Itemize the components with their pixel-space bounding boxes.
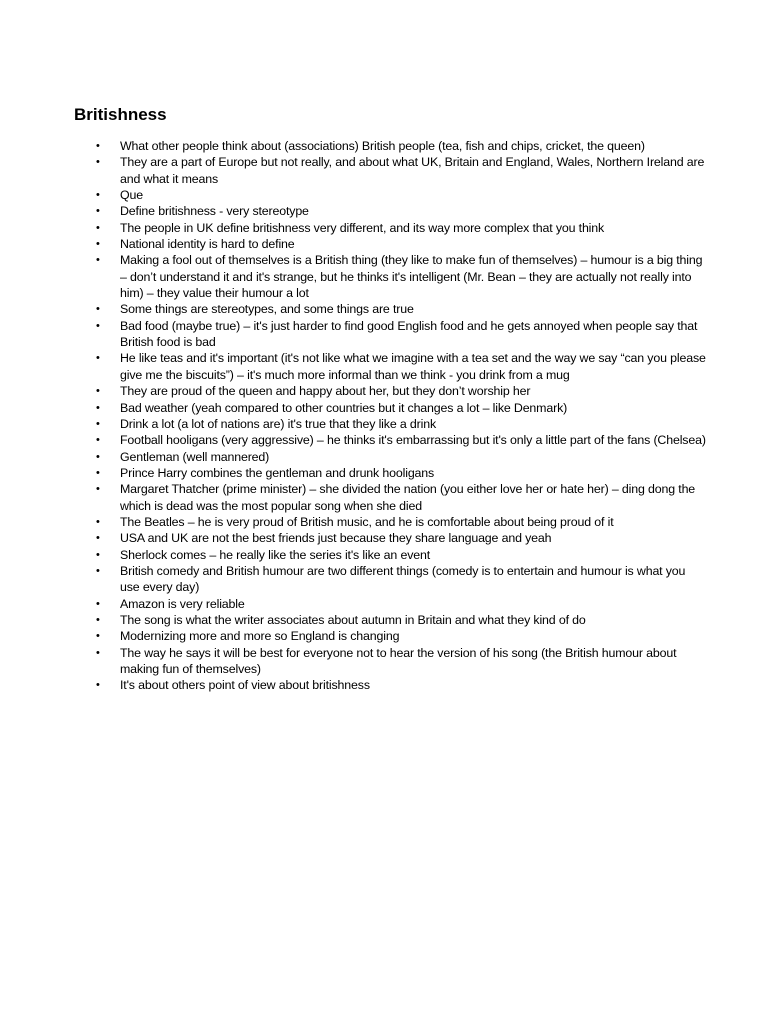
list-item-text: What other people think about (associations) British people (tea, fish and chips, cricket, the queen) [120, 139, 645, 153]
list-item [0, 481, 768, 514]
list-item-text: Prince Harry combines the gentleman and drunk hooligans [120, 465, 435, 480]
list-item [0, 301, 768, 317]
list-item [0, 318, 768, 351]
bullet-icon: • [96, 254, 100, 267]
bullet-icon: • [96, 205, 100, 218]
bullet-icon: • [96, 303, 100, 316]
list-item-text: Football hooligans (very aggressive) – he thinks it's embarrassing but it's only a little part of the fans (Chelsea) [120, 433, 706, 448]
bullet-icon: • [96, 385, 100, 398]
list-item [0, 465, 768, 481]
list-item [0, 612, 768, 628]
bullet-icon: • [96, 189, 100, 202]
list-item-text: They are a part of Europe but not really, and about what UK, Britain and England, Wales, Northern Ireland are and what it means [120, 155, 705, 186]
list-item [0, 220, 768, 236]
list-item-text: It's about others point of view about britishness [120, 678, 370, 693]
bullet-icon: • [96, 352, 100, 365]
bullet-icon: • [96, 319, 100, 332]
bullet-icon: • [96, 417, 100, 430]
list-item-text: They are proud of the queen and happy about her, but they don’t worship her [120, 384, 531, 399]
list-item-text: The song is what the writer associates about autumn in Britain and what they kind of do [120, 612, 586, 627]
list-item [0, 432, 768, 448]
list-item-text: National identity is hard to define [120, 237, 295, 252]
document-title: Britishness [74, 105, 167, 124]
bullet-icon: • [96, 679, 100, 692]
list-item [0, 677, 768, 693]
list-item [0, 383, 768, 399]
list-item-text: Define britishness - very stereotype [120, 204, 309, 219]
list-item-text: The Beatles – he is very proud of British music, and he is comfortable about being proud of it [120, 514, 614, 529]
list-item [0, 563, 768, 596]
list-item-text: Bad weather (yeah compared to other countries but it changes a lot – like Denmark) [120, 400, 568, 415]
list-item-text: Que [120, 188, 143, 203]
bullet-icon: • [96, 401, 100, 414]
list-item-text: Making a fool out of themselves is a British thing (they like to make fun of themselves) – humour is a big thing – don’t understand it and it's strange, but he thinks it's intelligent (Mr. Bean – they are actually not really into him) – they value their humour a lot [120, 253, 703, 301]
list-item-text: The way he says it will be best for everyone not to hear the version of his song (the British humour about making fun of themselves) [120, 645, 677, 676]
bullet-icon: • [96, 466, 100, 479]
bullet-icon: • [96, 450, 100, 463]
list-item-text: USA and UK are not the best friends just because they share language and yeah [120, 531, 552, 546]
list-item [0, 400, 768, 416]
bullet-icon: • [96, 434, 100, 447]
list-item-text: Gentleman (well mannered) [120, 449, 270, 464]
list-item-text: Modernizing more and more so England is changing [120, 629, 400, 644]
bullet-icon: • [96, 140, 100, 152]
list-item-text: Sherlock comes – he really like the series it's like an event [120, 547, 431, 562]
bullet-icon: • [96, 483, 100, 496]
bullet-icon: • [96, 597, 100, 610]
list-item [0, 138, 768, 154]
list-item [0, 547, 768, 563]
list-item [0, 514, 768, 530]
list-item-text: The people in UK define britishness very different, and its way more complex that you think [120, 220, 605, 235]
list-item-text: Drink a lot (a lot of nations are) it's true that they like a drink [120, 416, 436, 431]
list-item [0, 449, 768, 465]
list-item [0, 628, 768, 644]
bullet-icon: • [96, 564, 100, 577]
bullet-icon: • [96, 630, 100, 643]
list-item [0, 416, 768, 432]
list-item [0, 252, 768, 301]
bullet-icon: • [96, 646, 100, 659]
bullet-icon: • [96, 515, 100, 528]
bullet-icon: • [96, 548, 100, 561]
list-item [0, 530, 768, 546]
list-item-text: Some things are stereotypes, and some things are true [120, 302, 414, 317]
list-item-text: British comedy and British humour are two different things (comedy is to entertain and humour is what you use every day) [120, 563, 686, 595]
bullet-icon: • [96, 532, 100, 545]
bullet-icon: • [96, 238, 100, 251]
list-item [0, 203, 768, 219]
list-item-text: Margaret Thatcher (prime minister) – she divided the nation (you either love her or hate her) – ding dong the which is dead was the most popular song when she died [120, 482, 696, 513]
list-item [0, 596, 768, 612]
list-item [0, 187, 768, 203]
list-item-text: Amazon is very reliable [120, 596, 245, 611]
list-item [0, 236, 768, 252]
bullet-icon: • [96, 221, 100, 234]
notes-list [0, 138, 768, 694]
list-item-text: Bad food (maybe true) – it's just harder to find good English food and he gets annoyed when people say that British food is bad [120, 318, 698, 350]
bullet-icon: • [96, 613, 100, 626]
list-item [0, 350, 768, 383]
list-item [0, 645, 768, 678]
bullet-icon: • [96, 156, 100, 169]
list-item [0, 154, 768, 187]
list-item-text: He like teas and it's important (it's not like what we imagine with a tea set and the way we say “can you please give me the biscuits”) – it's much more informal than we think - you drink from a mug [120, 351, 706, 382]
